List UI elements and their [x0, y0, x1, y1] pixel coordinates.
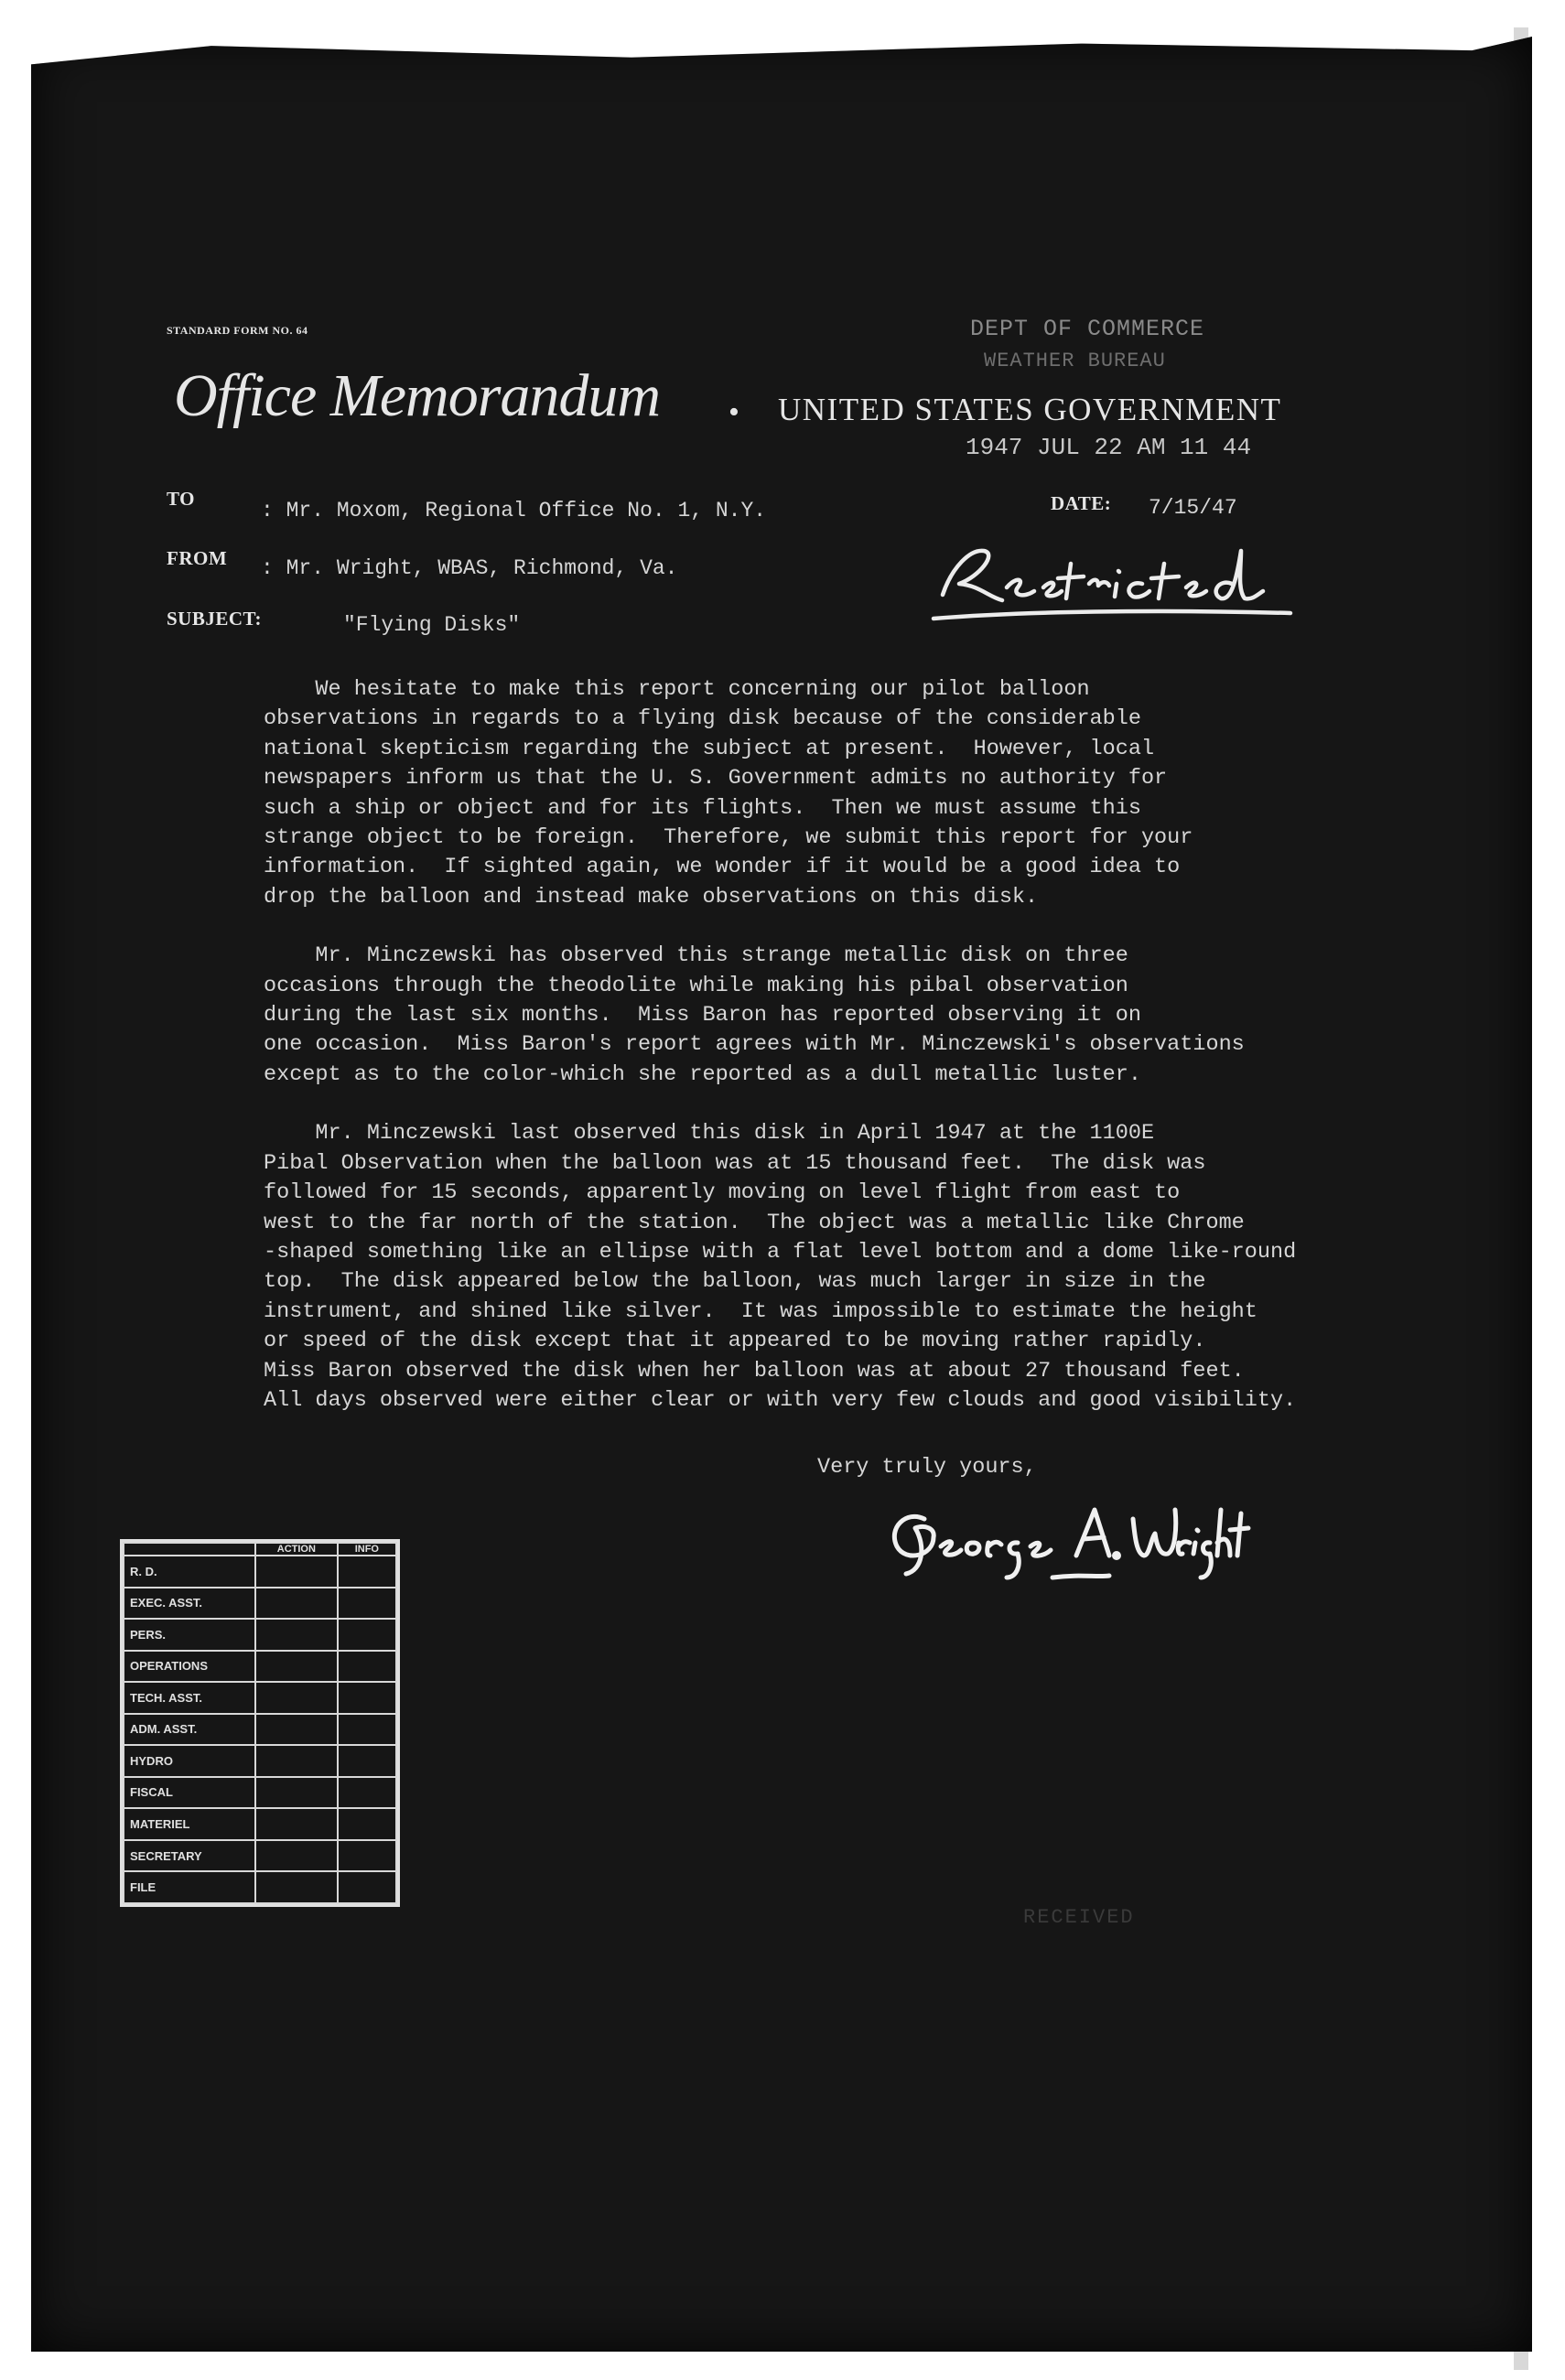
- routing-info-cell: [338, 1588, 396, 1620]
- routing-row: [124, 1777, 396, 1809]
- routing-info-cell: [338, 1714, 396, 1746]
- routing-row: [124, 1871, 396, 1903]
- routing-action-cell: [255, 1840, 338, 1872]
- routing-row: [124, 1619, 396, 1651]
- routing-row-label: R. D.: [124, 1556, 255, 1588]
- routing-action-cell: [255, 1777, 338, 1809]
- signature: [869, 1482, 1254, 1588]
- valediction: Very truly yours,: [817, 1455, 1037, 1480]
- routing-action-cell: [255, 1745, 338, 1777]
- routing-row: [124, 1745, 396, 1777]
- routing-action-cell: [255, 1651, 338, 1683]
- routing-row: [124, 1714, 396, 1746]
- routing-row: [124, 1808, 396, 1840]
- routing-action-cell: [255, 1619, 338, 1651]
- memo-body: [264, 675, 1490, 1445]
- routing-column-info: INFO: [338, 1543, 396, 1556]
- body-paragraph-3: Mr. Minczewski last observed this disk in April 1947 at the 1100E Pibal Observation when the balloon was at 15 thousand feet. The disk was followed for 15 seconds, apparently moving on level flight from east to west to the far north of the station. The object was a metallic like Chrome -shaped something like an ellipse with a flat level bottom and a dome like-round top. The disk appeared below the balloon, was much larger in size in the instrument, and shined like silver. It was impossible to estimate the height or speed of the disk except that it appeared to be moving rather rapidly. Miss Baron observed the disk when her balloon was at about 27 thousand feet. All days observed were either clear or with very few clouds and good visibility.: [264, 1121, 1297, 1413]
- routing-info-cell: [338, 1871, 396, 1903]
- routing-action-cell: [255, 1682, 338, 1714]
- routing-corner-cell: [124, 1543, 255, 1556]
- routing-row-label: FILE: [124, 1871, 255, 1903]
- received-stamp-bureau: WEATHER BUREAU: [984, 350, 1166, 372]
- routing-row-label: ADM. ASST.: [124, 1714, 255, 1746]
- routing-info-cell: [338, 1840, 396, 1872]
- received-stamp-date: 1947 JUL 22 AM 11 44: [966, 434, 1252, 461]
- routing-row-label: SECRETARY: [124, 1840, 255, 1872]
- routing-info-cell: [338, 1619, 396, 1651]
- routing-row-label: FISCAL: [124, 1777, 255, 1809]
- restricted-script-drawing: [915, 531, 1300, 631]
- routing-row: [124, 1682, 396, 1714]
- to-label: TO: [167, 488, 195, 510]
- routing-info-cell: [338, 1682, 396, 1714]
- routing-info-cell: [338, 1808, 396, 1840]
- routing-info-cell: [338, 1556, 396, 1588]
- subject-label: SUBJECT:: [167, 608, 262, 630]
- routing-row: [124, 1588, 396, 1620]
- routing-row: [124, 1651, 396, 1683]
- body-paragraph-2: Mr. Minczewski has observed this strange metallic disk on three occasions through the theodolite while making his pibal observation during the last six months. Miss Baron has reported observing it on one occasion. Miss Baron's report agrees with Mr. Minczewski's observations except as to the color-which she reported as a dull metallic luster.: [264, 943, 1245, 1087]
- routing-row-label: HYDRO: [124, 1745, 255, 1777]
- routing-action-cell: [255, 1808, 338, 1840]
- routing-action-cell: [255, 1588, 338, 1620]
- memo-title: Office Memorandum: [174, 362, 661, 429]
- subject-value: "Flying Disks": [343, 613, 521, 637]
- routing-slip: [120, 1539, 400, 1907]
- routing-info-cell: [338, 1777, 396, 1809]
- routing-info-cell: [338, 1745, 396, 1777]
- routing-action-cell: [255, 1871, 338, 1903]
- date-label: DATE:: [1051, 492, 1112, 514]
- faint-received-stamp: RECEIVED: [1023, 1906, 1135, 1929]
- government-title: UNITED STATES GOVERNMENT: [778, 392, 1282, 427]
- body-paragraph-1: We hesitate to make this report concerning our pilot balloon observations in regards to a flying disk because of the considerable national skepticism regarding the subject at present. However, local newspapers inform us that the U. S. Government admits no authority for such a ship or object and for its flights. Then we must assume this strange object to be foreign. Therefore, we submit this report for your information. If sighted again, we wonder if it would be a good idea to drop the balloon and instead make observations on this disk.: [264, 677, 1193, 910]
- routing-info-cell: [338, 1651, 396, 1683]
- routing-row-label: EXEC. ASST.: [124, 1588, 255, 1620]
- routing-row: [124, 1840, 396, 1872]
- routing-row-label: OPERATIONS: [124, 1651, 255, 1683]
- routing-table: [123, 1542, 397, 1904]
- date-value: 7/15/47: [1149, 496, 1237, 520]
- restricted-handwritten-mark: [915, 531, 1300, 631]
- routing-row: [124, 1556, 396, 1588]
- received-stamp-department: DEPT OF COMMERCE: [970, 316, 1205, 342]
- routing-row-label: MATERIEL: [124, 1808, 255, 1840]
- routing-column-action: ACTION: [255, 1543, 338, 1556]
- from-label: FROM: [167, 547, 228, 569]
- routing-row-label: PERS.: [124, 1619, 255, 1651]
- form-number: STANDARD FORM NO. 64: [167, 324, 308, 337]
- routing-action-cell: [255, 1714, 338, 1746]
- routing-header-row: [124, 1543, 396, 1556]
- from-value: : Mr. Wright, WBAS, Richmond, Va.: [261, 556, 678, 580]
- to-value: : Mr. Moxom, Regional Office No. 1, N.Y.: [261, 499, 767, 522]
- routing-row-label: TECH. ASST.: [124, 1682, 255, 1714]
- signature-script-drawing: [869, 1482, 1254, 1588]
- title-separator: •: [729, 395, 739, 429]
- routing-action-cell: [255, 1556, 338, 1588]
